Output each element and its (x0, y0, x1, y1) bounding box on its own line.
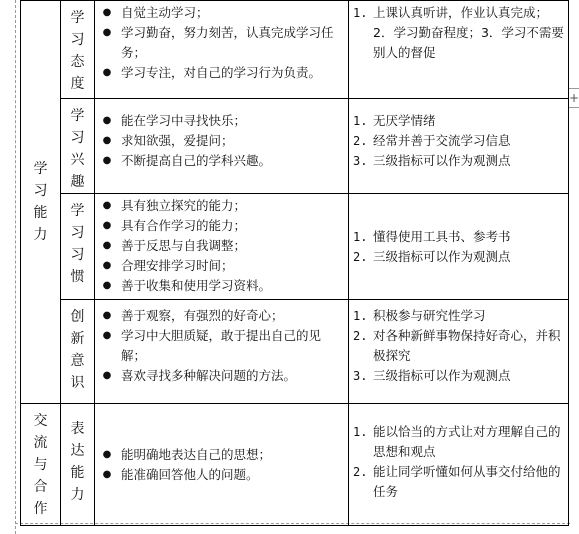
table-row (21, 99, 569, 194)
content-cell (95, 99, 349, 194)
bullet-icon: ● (102, 27, 112, 38)
bullet-icon: ● (102, 370, 112, 381)
sub-indicator-label: 学习习惯 (70, 203, 85, 285)
bullet-icon: ● (102, 67, 112, 78)
list-item: ● 能在学习中寻找快乐； (99, 111, 345, 131)
list-item: ● 学习专注，对自己的学习行为负责。 (99, 63, 345, 83)
category-label: 交流与合作 (33, 412, 48, 517)
list-item: ● 善于反思与自我调整； (99, 236, 345, 256)
table-row (21, 194, 569, 300)
list-item: 1. 无厌学情绪 (353, 113, 436, 128)
list-item: ● 喜欢寻找多种解决问题的方法。 (99, 366, 345, 386)
list-item: ● 善于观察，有强烈的好奇心； (99, 306, 345, 326)
list-item: 1. 积极参与研究性学习 (353, 308, 486, 323)
list-item: ● 能准确回答他人的问题。 (99, 465, 345, 485)
bullet-icon: ● (102, 330, 112, 341)
bullet-icon: ● (102, 200, 112, 211)
bullet-icon: ● (102, 240, 112, 251)
content-cell (95, 194, 349, 300)
list-item: ● 能明确地表达自己的思想； (99, 445, 345, 465)
content-cell (95, 404, 349, 526)
list-item: ● 具有独立探究的能力； (99, 196, 345, 216)
category-label: 学习能力 (33, 161, 48, 243)
list-item: 2. 对各种新鲜事物保持好奇心，并积极探究 (353, 328, 561, 363)
list-item: 1. 懂得使用工具书、参考书 (353, 228, 511, 244)
evaluation-table (20, 0, 569, 526)
list-item: 3. 三级指标可以作为观测点 (353, 153, 511, 168)
list-item: ● 求知欲强，爱提问； (99, 131, 345, 151)
list-item: 2. 三级指标可以作为观测点 (353, 248, 511, 264)
list-item: ● 不断提高自己的学科兴趣。 (99, 151, 345, 171)
list-item: ● 自觉主动学习； (99, 3, 345, 23)
page-margin-guide-left (15, 0, 16, 534)
sub-indicator-cell (61, 99, 95, 194)
table-move-handle[interactable]: + (568, 88, 579, 108)
list-item: ● 学习勤奋，努力刻苦，认真完成学习任务； (99, 23, 345, 63)
list-item: 3. 三级指标可以作为观测点 (353, 368, 511, 383)
bullet-icon: ● (102, 448, 112, 460)
sub-indicator-cell (61, 1, 95, 99)
content-cell (95, 300, 349, 404)
list-item: 2. 经常并善于交流学习信息 (353, 133, 511, 148)
indicator-cell (349, 194, 569, 300)
sub-indicator-cell (61, 194, 95, 300)
bullet-icon: ● (102, 155, 112, 166)
bullet-icon: ● (102, 280, 112, 291)
bullet-icon: ● (102, 135, 112, 146)
bullet-icon: ● (102, 468, 112, 480)
sub-indicator-label: 表达能力 (70, 421, 85, 503)
bullet-icon: ● (102, 7, 112, 18)
sub-indicator-label: 创新意识 (70, 309, 85, 391)
list-item: 1. 能以恰当的方式让对方理解自己的思想和观点 (353, 424, 561, 459)
table-row (21, 404, 569, 526)
list-item: ● 学习中大胆质疑，敢于提出自己的见解； (99, 326, 345, 366)
bullet-icon: ● (102, 220, 112, 231)
sub-indicator-label: 学习兴趣 (70, 108, 85, 190)
sub-indicator-cell (61, 404, 95, 526)
list-item: 1. 上课认真听讲，作业认真完成；2．学习勤奋程度；3．学习不需要别人的督促 (353, 5, 564, 60)
list-item: 2. 能让同学听懂如何从事交付给他的任务 (353, 464, 561, 499)
category-cell (21, 404, 61, 526)
list-item: ● 具有合作学习的能力； (99, 216, 345, 236)
table-row (21, 1, 569, 99)
indicator-cell (349, 404, 569, 526)
table-row (21, 300, 569, 404)
content-cell (95, 1, 349, 99)
bullet-icon: ● (102, 115, 112, 126)
indicator-cell (349, 300, 569, 404)
sub-indicator-cell (61, 300, 95, 404)
bullet-icon: ● (102, 260, 112, 271)
category-cell (21, 1, 61, 404)
bullet-icon: ● (102, 310, 112, 321)
indicator-cell (349, 99, 569, 194)
sub-indicator-label: 学习态度 (70, 10, 85, 92)
list-item: ● 合理安排学习时间； (99, 256, 345, 276)
list-item: ● 善于收集和使用学习资料。 (99, 276, 345, 296)
indicator-cell (349, 1, 569, 99)
